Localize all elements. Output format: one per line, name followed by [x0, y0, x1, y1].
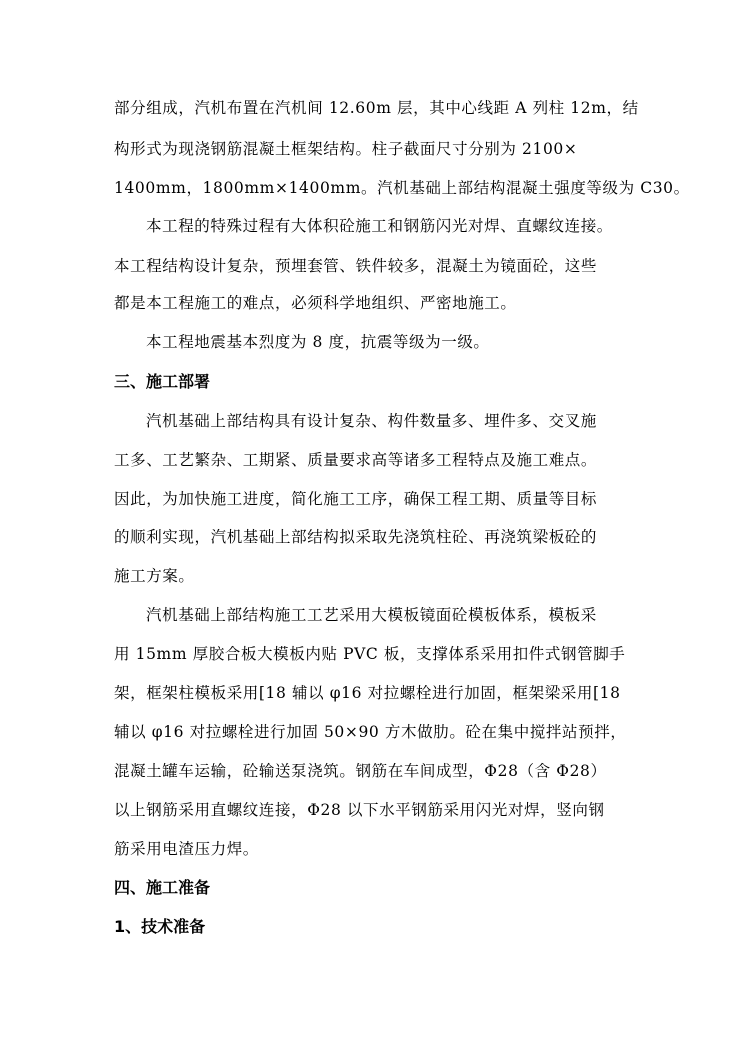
- text-line: 架，框架柱模板采用[18 辅以 φ16 对拉螺栓进行加固，框架梁采用[18: [114, 684, 621, 702]
- section-heading: 四、施工准备: [114, 878, 211, 897]
- text-line: 汽机基础上部结构施工工艺采用大模板镜面砼模板体系，模板采: [146, 606, 597, 624]
- text-line: 汽机基础上部结构具有设计复杂、构件数量多、埋件多、交叉施: [146, 412, 597, 430]
- text-line: 筋采用电渣压力焊。: [114, 840, 259, 858]
- text-line: 用 15mm 厚胶合板大模板内贴 PVC 板，支撑体系采用扣件式钢管脚手: [114, 645, 626, 663]
- text-line: 施工方案。: [114, 567, 195, 585]
- text-line: 本工程的特殊过程有大体积砼施工和钢筋闪光对焊、直螺纹连接。: [146, 217, 613, 235]
- subsection-heading: 1、技术准备: [114, 917, 206, 936]
- text-line: 都是本工程施工的难点，必须科学地组织、严密地施工。: [114, 294, 517, 312]
- text-line: 构形式为现浇钢筋混凝土框架结构。柱子截面尺寸分别为 2100×: [114, 140, 578, 158]
- text-line: 工多、工艺繁杂、工期紧、质量要求高等诸多工程特点及施工难点。: [114, 451, 598, 469]
- text-line: 1400mm，1800mm×1400mm。汽机基础上部结构混凝土强度等级为 C30。: [114, 179, 690, 197]
- text-line: 的顺利实现，汽机基础上部结构拟采取先浇筑柱砼、再浇筑梁板砼的: [114, 528, 598, 546]
- text-line: 部分组成，汽机布置在汽机间 12.60m 层，其中心线距 A 列柱 12m，结: [114, 99, 639, 117]
- text-line: 混凝土罐车运输，砼输送泵浇筑。钢筋在车间成型，Φ28（含 Φ28）: [114, 762, 607, 780]
- text-line: 因此，为加快施工进度，简化施工工序，确保工程工期、质量等目标: [114, 490, 598, 508]
- text-line: 以上钢筋采用直螺纹连接，Φ28 以下水平钢筋采用闪光对焊，竖向钢: [114, 801, 605, 819]
- section-heading: 三、施工部署: [114, 372, 211, 391]
- text-line: 辅以 φ16 对拉螺栓进行加固 50×90 方木做肋。砼在集中搅拌站预拌，: [114, 723, 627, 741]
- text-line: 本工程地震基本烈度为 8 度，抗震等级为一级。: [146, 333, 490, 351]
- text-line: 本工程结构设计复杂，预埋套管、铁件较多，混凝土为镜面砼，这些: [114, 257, 598, 275]
